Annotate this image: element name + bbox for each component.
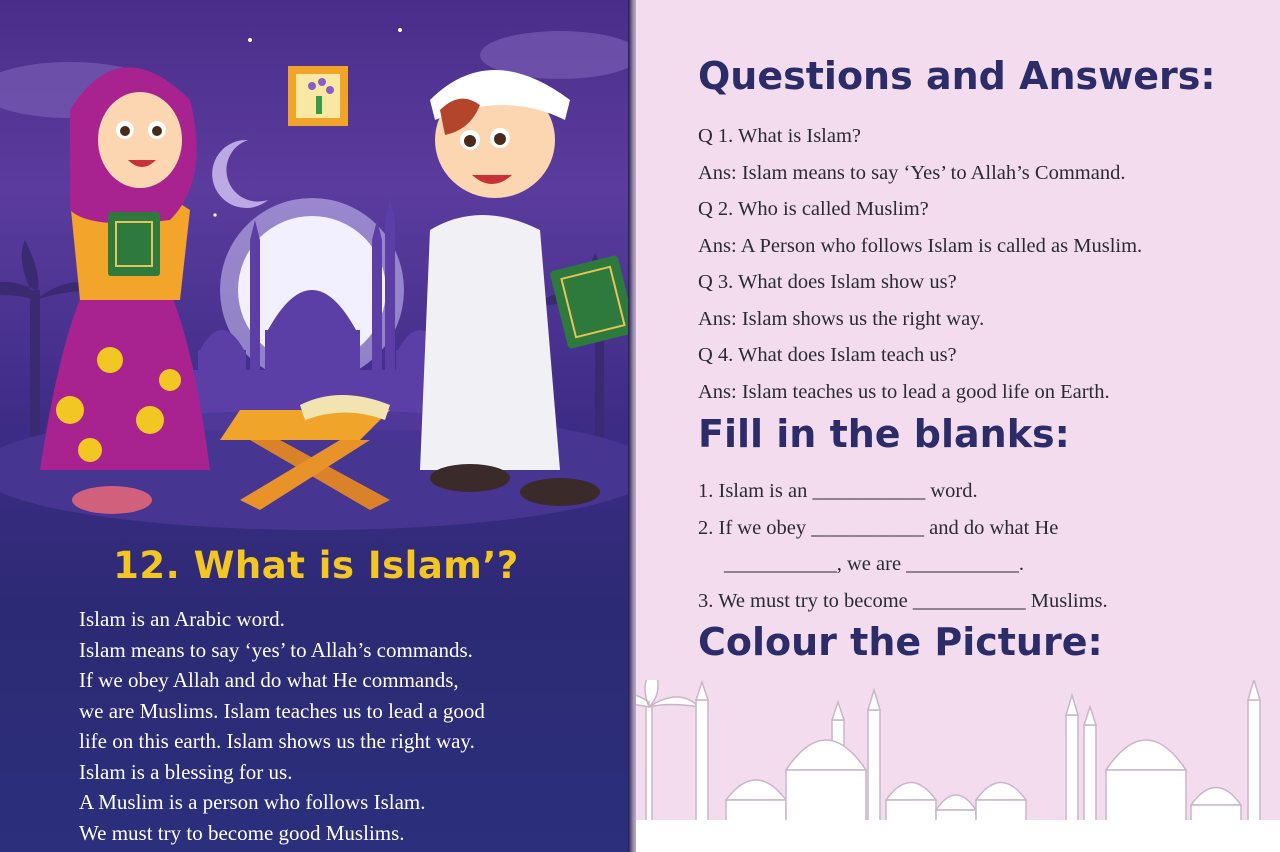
question-line: Q 4. What does Islam teach us? bbox=[698, 344, 957, 366]
fill-blank-item: 2. If we obey ___________ and do what He bbox=[698, 516, 1059, 539]
question-line: Q 2. Who is called Muslim? bbox=[698, 198, 929, 220]
fill-blanks-heading: Fill in the blanks: bbox=[698, 412, 1070, 456]
paragraph-line: We must try to become good Muslims. bbox=[79, 820, 405, 845]
answer-line: Ans: Islam means to say ‘Yes’ to Allah’s Command. bbox=[698, 161, 1126, 184]
paragraph-line: Islam is an Arabic word. bbox=[79, 607, 285, 631]
qa-list bbox=[698, 118, 1268, 410]
paragraph-line: A Muslim is a person who follows Islam. bbox=[79, 790, 426, 814]
dome-outline bbox=[786, 740, 866, 770]
fill-blanks-list bbox=[698, 473, 1268, 619]
fill-blank-item-continued: ___________, we are ___________. bbox=[724, 553, 1025, 575]
fill-blank-item: 1. Islam is an ___________ word. bbox=[698, 480, 978, 502]
fill-blank-item: 3. We must try to become ___________ Muslims. bbox=[698, 589, 1108, 612]
lesson-title: 12. What is Islam’? bbox=[113, 544, 519, 587]
star bbox=[248, 38, 252, 42]
paragraph-line: Islam means to say ‘yes’ to Allah’s commands. bbox=[79, 637, 473, 662]
dome-outline bbox=[726, 780, 786, 800]
lesson-paragraph bbox=[79, 604, 619, 848]
answer-line: Ans: A Person who follows Islam is called as Muslim. bbox=[698, 234, 1143, 257]
page-bottom-band bbox=[636, 820, 1280, 852]
right-page bbox=[636, 0, 1280, 852]
crescent-moon-icon bbox=[212, 140, 268, 208]
question-line: Q 1. What is Islam? bbox=[698, 125, 862, 147]
answer-line: Ans: Islam shows us the right way. bbox=[698, 307, 985, 330]
answer-line: Ans: Islam teaches us to lead a good life on Earth. bbox=[698, 380, 1110, 403]
star bbox=[398, 28, 402, 32]
left-page bbox=[0, 0, 632, 852]
dome-outline bbox=[976, 783, 1026, 801]
dome-outline bbox=[886, 783, 936, 801]
colour-picture-heading: Colour the Picture: bbox=[698, 620, 1103, 664]
children-mosque-illustration bbox=[0, 0, 632, 530]
dome-outline bbox=[1106, 740, 1186, 770]
qa-heading: Questions and Answers: bbox=[698, 54, 1216, 98]
star bbox=[213, 213, 216, 216]
question-line: Q 3. What does Islam show us? bbox=[698, 271, 957, 293]
paragraph-line: life on this earth. Islam shows us the right way. bbox=[79, 729, 475, 753]
paragraph-line: Islam is a blessing for us. bbox=[79, 759, 293, 784]
dome-outline bbox=[936, 795, 976, 810]
dome-outline bbox=[1191, 788, 1241, 806]
paragraph-line: If we obey Allah and do what He commands, bbox=[79, 668, 459, 692]
paragraph-line: we are Muslims. Islam teaches us to lead a good bbox=[79, 698, 485, 723]
